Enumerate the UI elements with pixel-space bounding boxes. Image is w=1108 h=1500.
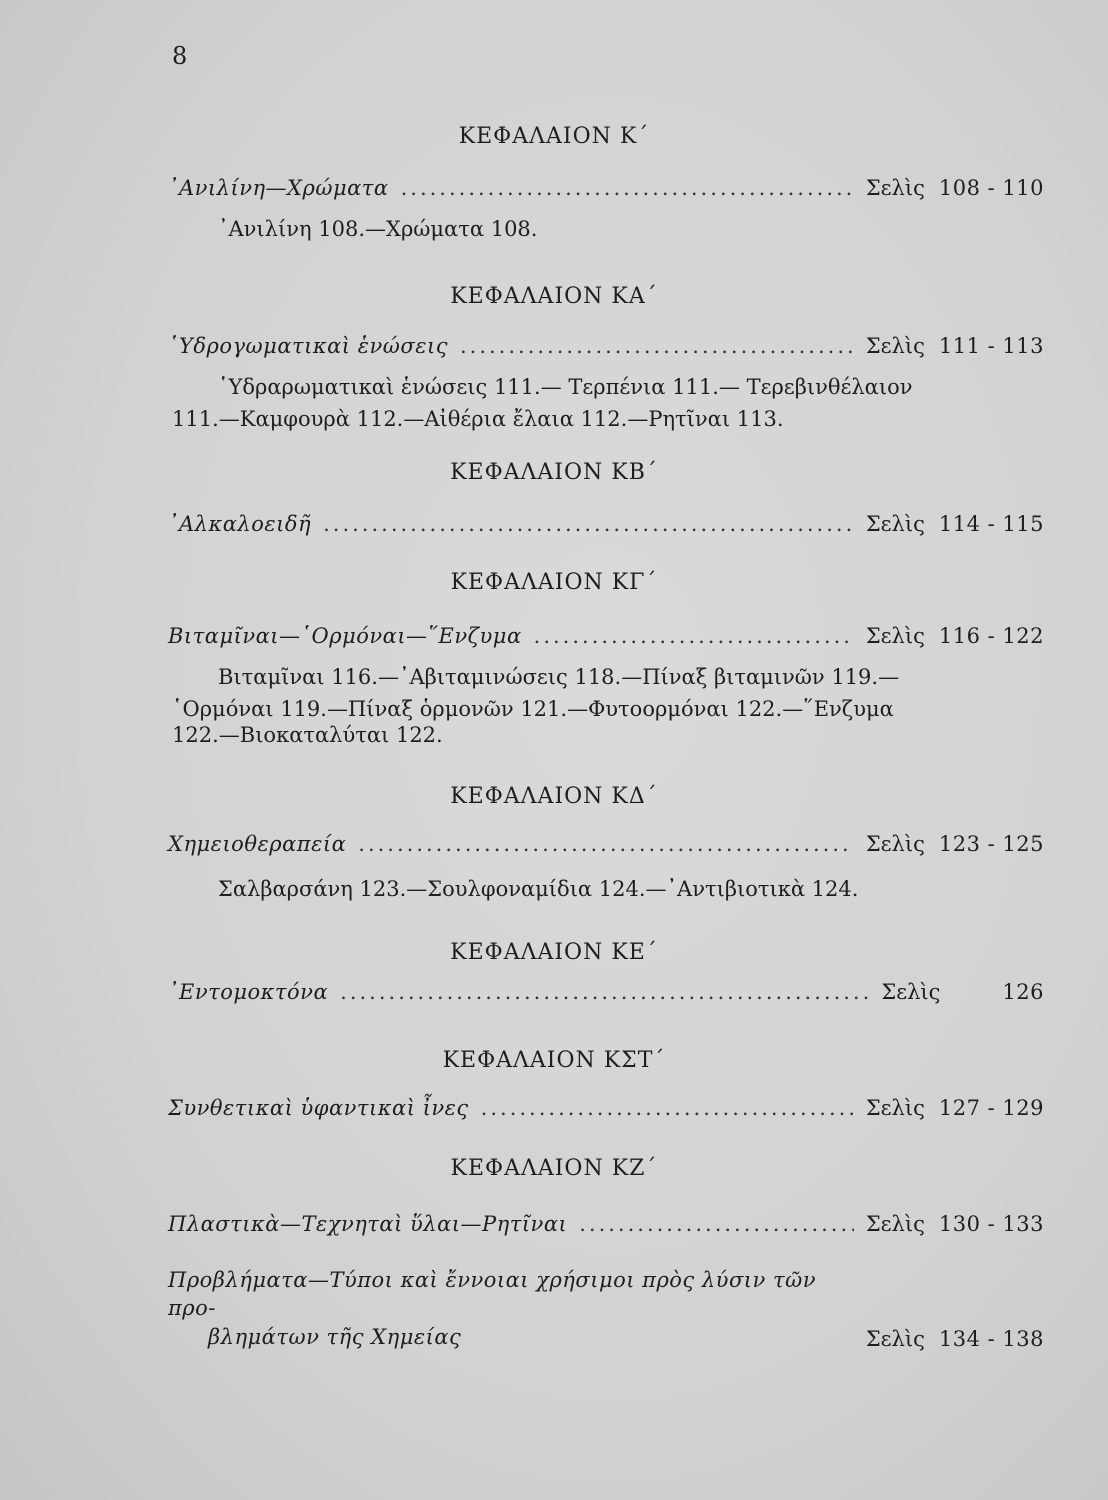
page-reference [866, 1212, 1044, 1236]
toc-entry-title: ᾿Αλκαλοειδῆ [168, 512, 312, 536]
toc-entry-title: ᾿Εντομοκτόνα [168, 980, 329, 1004]
topics-kg-line-1: Βιταμῖναι 116.—᾿Αβιταμινώσεις 118.—Πίναξ βιταμινῶν 119.— [218, 665, 900, 689]
page-reference [866, 1096, 1044, 1120]
topics-kg-line-2: ῾Ορμόναι 119.—Πίναξ ὁρμονῶν 121.—Φυτοορμόναι 122.—῞Ενζυμα [172, 697, 894, 721]
topics-ka-line-2: 111.—Καμφουρὰ 112.—Αἰθέρια ἔλαια 112.—Ρητῖναι 113. [172, 407, 784, 431]
toc-entry-title: Βιταμῖναι—῾Ορμόναι—῞Ενζυμα [168, 624, 522, 648]
dot-leader [340, 980, 869, 1004]
page-reference [881, 980, 1044, 1004]
pages-label: Σελὶς [865, 176, 925, 200]
pages-label: Σελὶς [865, 512, 925, 536]
pages-label: Σελὶς [881, 980, 941, 1004]
chapter-heading-ka: ΚΕΦΑΛΑΙΟΝ ΚΑ΄ [450, 284, 658, 309]
page-range: 114 - 115 [938, 512, 1044, 536]
topics-k: ᾿Ανιλίνη 108.—Χρώματα 108. [218, 217, 538, 241]
page-reference [866, 624, 1044, 648]
pages-label: Σελὶς [865, 624, 925, 648]
toc-entry-kb [168, 512, 1044, 536]
toc-entry-k [168, 176, 1044, 200]
pages-label: Σελὶς [865, 1327, 925, 1352]
page-range: 116 - 122 [938, 624, 1044, 648]
dot-leader [579, 1212, 854, 1236]
chapter-heading-ke: ΚΕΦΑΛΑΙΟΝ ΚΕ΄ [450, 940, 658, 965]
toc-entry-kz-1 [168, 1212, 1044, 1236]
chapter-heading-k: ΚΕΦΑΛΑΙΟΝ Κ΄ [458, 124, 650, 149]
pages-label: Σελὶς [865, 1096, 925, 1120]
chapter-heading-kz: ΚΕΦΑΛΑΙΟΝ ΚΖ΄ [450, 1156, 658, 1181]
toc-entry-title-line-1: Προβλήματα—Τύποι καὶ ἔννοιαι χρήσιμοι πρὸς λύσιν τῶν προ- [168, 1268, 816, 1321]
topics-kd: Σαλβαρσάνη 123.—Σουλφοναμίδια 124.—᾿Αντιβιοτικὰ 124. [218, 877, 859, 901]
pages-label: Σελὶς [865, 1212, 925, 1236]
page-reference [866, 334, 1044, 358]
topics-ka-line-1: ῾Υδραρωματικαὶ ἑνώσεις 111.— Τερπένια 111.— Τερεβινθέλαιον [218, 375, 913, 399]
dot-leader [534, 624, 854, 648]
toc-entry-title-line-2: βλημάτων τῆς Χημείας [208, 1324, 462, 1349]
dot-leader [323, 512, 854, 536]
dot-leader [460, 334, 854, 358]
toc-entry-title: Συνθετικαὶ ὑφαντικαὶ ἶνες [168, 1096, 469, 1120]
toc-entry-title: ᾿Ανιλίνη—Χρώματα [168, 176, 389, 200]
dot-leader [401, 176, 854, 200]
pages-label: Σελὶς [865, 334, 925, 358]
toc-entry-kz-2 [168, 1266, 1044, 1351]
pages-label: Σελὶς [865, 832, 925, 856]
page-range: 111 - 113 [938, 334, 1044, 358]
dot-leader [358, 832, 854, 856]
chapter-heading-kd: ΚΕΦΑΛΑΙΟΝ ΚΔ΄ [450, 784, 658, 809]
page-number: 8 [172, 42, 188, 70]
chapter-heading-kb: ΚΕΦΑΛΑΙΟΝ ΚΒ΄ [450, 460, 658, 485]
chapter-heading-kst: ΚΕΦΑΛΑΙΟΝ ΚΣΤ΄ [442, 1048, 666, 1073]
dot-leader [481, 1096, 854, 1120]
toc-entry-kd [168, 832, 1044, 856]
toc-entry-kg [168, 624, 1044, 648]
page-reference [866, 512, 1044, 536]
toc-entry-ka [168, 334, 1044, 358]
page-range: 108 - 110 [938, 176, 1044, 200]
page-reference [866, 176, 1044, 200]
page-range: 126 [1002, 980, 1044, 1004]
toc-entry-title: Πλαστικὰ—Τεχνηταὶ ὕλαι—Ρητῖναι [168, 1212, 568, 1236]
page-range: 123 - 125 [938, 832, 1044, 856]
toc-entry-title: Χημειοθεραπεία [168, 832, 347, 856]
page-range: 130 - 133 [938, 1212, 1044, 1236]
toc-entry-title: ῾Υδρογωματικαὶ ἑνώσεις [168, 334, 448, 358]
page-range: 127 - 129 [938, 1096, 1044, 1120]
toc-entry-kst [168, 1096, 1044, 1120]
page-range: 134 - 138 [938, 1327, 1044, 1352]
chapter-heading-kg: ΚΕΦΑΛΑΙΟΝ ΚΓ΄ [450, 570, 658, 595]
toc-entry-title [168, 1266, 842, 1351]
topics-kg-line-3: 122.—Βιοκαταλύται 122. [172, 723, 443, 747]
page-reference [866, 832, 1044, 856]
page-reference [866, 1327, 1044, 1351]
toc-entry-ke [168, 980, 1044, 1004]
